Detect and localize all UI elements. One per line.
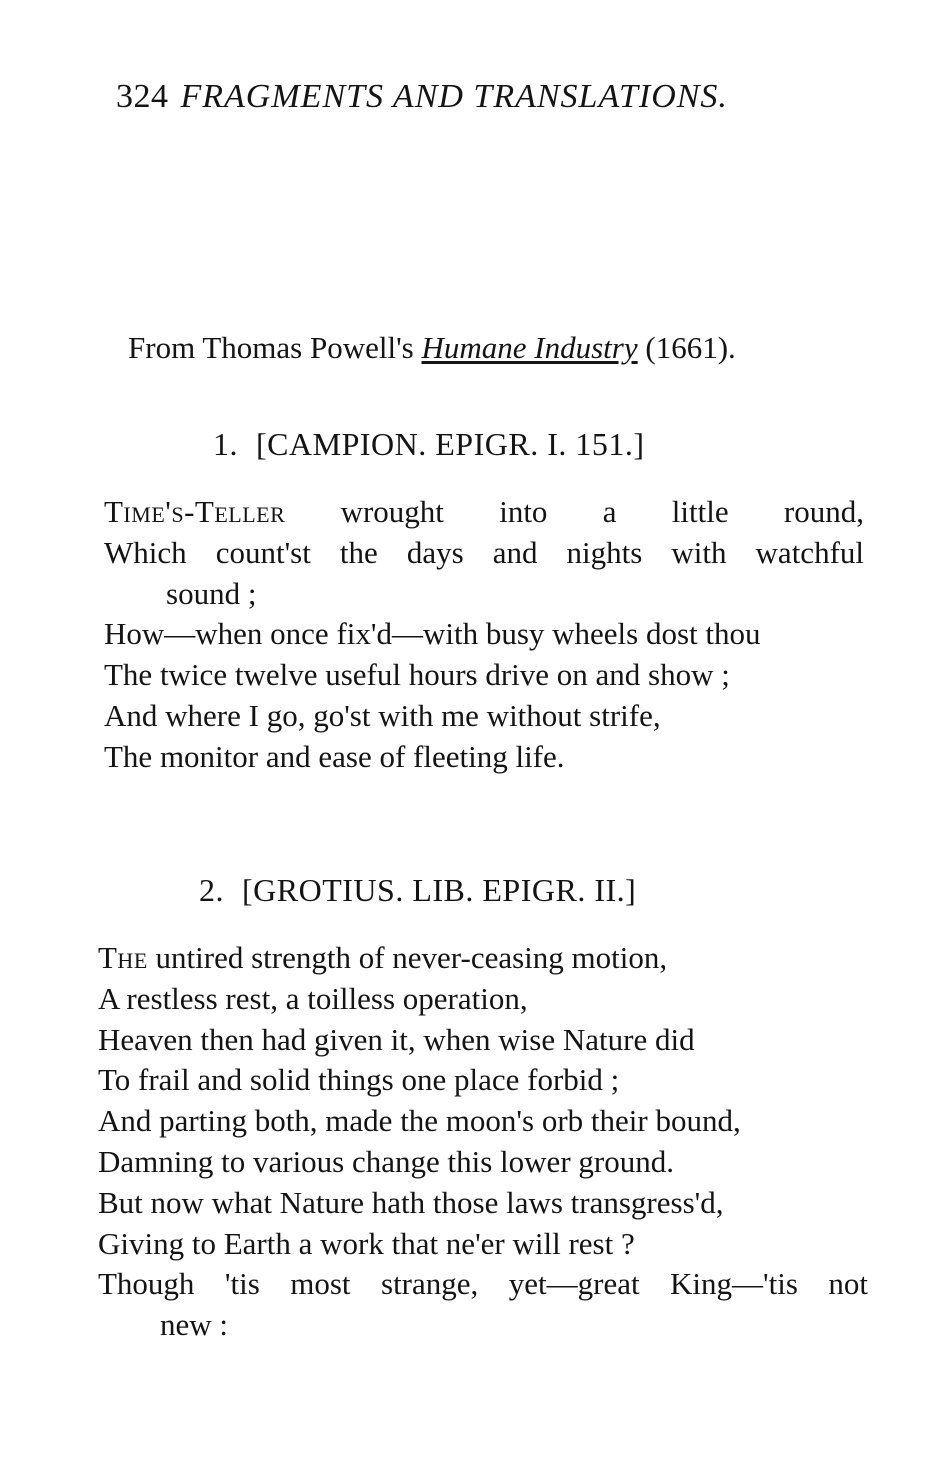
poem-first-word: Time's-Teller (104, 494, 286, 529)
poem-line: Which count'st the days and nights with watchful (104, 534, 864, 570)
section-number: 2. (199, 872, 224, 908)
poem-line: And where I go, go'st with me without strife, (104, 697, 661, 733)
poem-line: A restless rest, a toilless operation, (98, 980, 528, 1016)
poem-grotius (98, 938, 868, 1346)
poem-line: Damning to various change this lower ground. (98, 1143, 674, 1179)
poem-line: Time's-Teller wrought into a little round, (104, 494, 864, 529)
poem-line: The monitor and ease of fleeting life. (104, 738, 565, 774)
page-number: 324 (116, 78, 169, 115)
running-head (116, 78, 728, 116)
poem-line: How—when once fix'd—with busy wheels dost thou (104, 616, 761, 652)
poem-campion (104, 492, 864, 778)
poem-line-continuation: new : (160, 1307, 229, 1343)
source-prefix: From Thomas Powell's (128, 330, 422, 365)
source-attribution (128, 330, 736, 366)
section-heading-campion (213, 426, 645, 463)
poem-line: Giving to Earth a work that ne'er will rest ? (98, 1225, 635, 1261)
poem-line: Heaven then had given it, when wise Nature did (98, 1021, 695, 1057)
poem-line: The twice twelve useful hours drive on and show ; (104, 657, 730, 693)
running-head-title: FRAGMENTS AND TRANSLATIONS. (180, 78, 728, 115)
section-heading-text: [CAMPION. EPIGR. I. 151.] (256, 426, 645, 462)
poem-line-continuation: sound ; (166, 575, 257, 611)
poem-line: To frail and solid things one place forbid ; (98, 1062, 620, 1098)
poem-line: But now what Nature hath those laws transgress'd, (98, 1184, 724, 1220)
poem-line: The untired strength of never-ceasing motion, (98, 940, 668, 975)
section-heading-text: [GROTIUS. LIB. EPIGR. II.] (242, 872, 637, 908)
poem-first-word: The (98, 940, 148, 975)
section-number: 1. (213, 426, 238, 462)
poem-line: And parting both, made the moon's orb their bound, (98, 1103, 741, 1139)
source-suffix: (1661). (637, 330, 736, 365)
source-work-title: Humane Industry (421, 330, 638, 365)
section-heading-grotius (199, 872, 636, 909)
poem-line: Though 'tis most strange, yet—great King—'tis not (98, 1266, 868, 1302)
